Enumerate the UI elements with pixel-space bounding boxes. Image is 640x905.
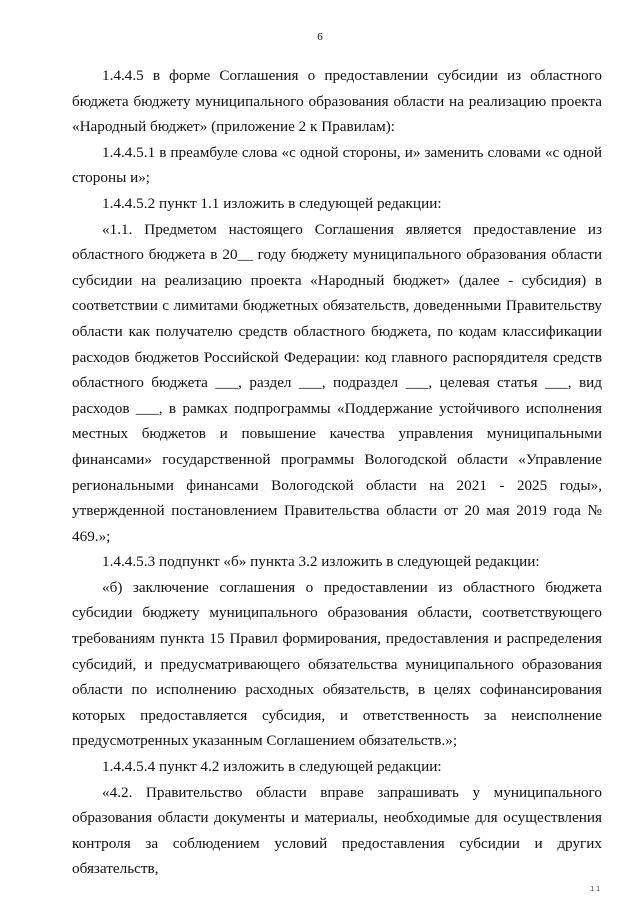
page-number: 6 xyxy=(317,31,323,43)
paragraph-1-4-4-5-1: 1.4.4.5.1 в преамбуле слова «с одной стороны, и» заменить словами «с одной стороны и»; xyxy=(72,143,602,187)
paragraph-1-4-4-5-3: 1.4.4.5.3 подпункт «б» пункта 3.2 изложить в следующей редакции: xyxy=(102,553,540,571)
footer-mark: 1 1 xyxy=(590,886,600,893)
paragraph-quote-1-1: «1.1. Предметом настоящего Соглашения является предоставление из областного бюджета в 20__ году бюджету муниципального образования области субсидии на реализацию проекта «Народный бюджет» (далее - субсидия) в соответствии с лимитами бюджетных обязательств, доведенными Правительству области как получателю средств областного бюджета, по кодам классификации расходов бюджетов Российской Федерации: код главного распорядителя средств областного бюджета ___, раздел ___, подраздел ___, целевая статья ___, вид расходов ___, в рамках подпрограммы «Поддержание устойчивого исполнения местных бюджетов и повышение качества управления муниципальными финансами» государственной программы Вологодской области «Управление региональными финансами Вологодской области на 2021 - 2025 годы», утвержденной постановлением Правительства области от 20 мая 2019 года № 469.»; xyxy=(72,220,602,545)
document-body xyxy=(72,63,602,882)
paragraph-1-4-4-5-2: 1.4.4.5.2 пункт 1.1 изложить в следующей редакции: xyxy=(102,194,442,212)
paragraph-1-4-4-5: 1.4.4.5 в форме Соглашения о предоставлении субсидии из областного бюджета бюджету муниципального образования области на реализацию проекта «Народный бюджет» (приложение 2 к Правилам): xyxy=(72,67,602,136)
paragraph-quote-4-2: «4.2. Правительство области вправе запрашивать у муниципального образования области документы и материалы, необходимые для осуществления контроля за соблюдением условий предоставления субсидии и других обязательств, xyxy=(72,783,602,878)
paragraph-1-4-4-5-4: 1.4.4.5.4 пункт 4.2 изложить в следующей редакции: xyxy=(102,758,442,776)
paragraph-quote-b: «б) заключение соглашения о предоставлении из областного бюджета субсидии бюджету муниципального образования области, соответствующего требованиям пункта 15 Правил формирования, предоставления и распределения субсидий, и предусматривающего обязательства муниципального образования области по исполнению расходных обязательств, в целях софинансирования которых предоставляется субсидия, и ответственность за неисполнение предусмотренных указанным Соглашением обязательств.»; xyxy=(72,578,602,750)
